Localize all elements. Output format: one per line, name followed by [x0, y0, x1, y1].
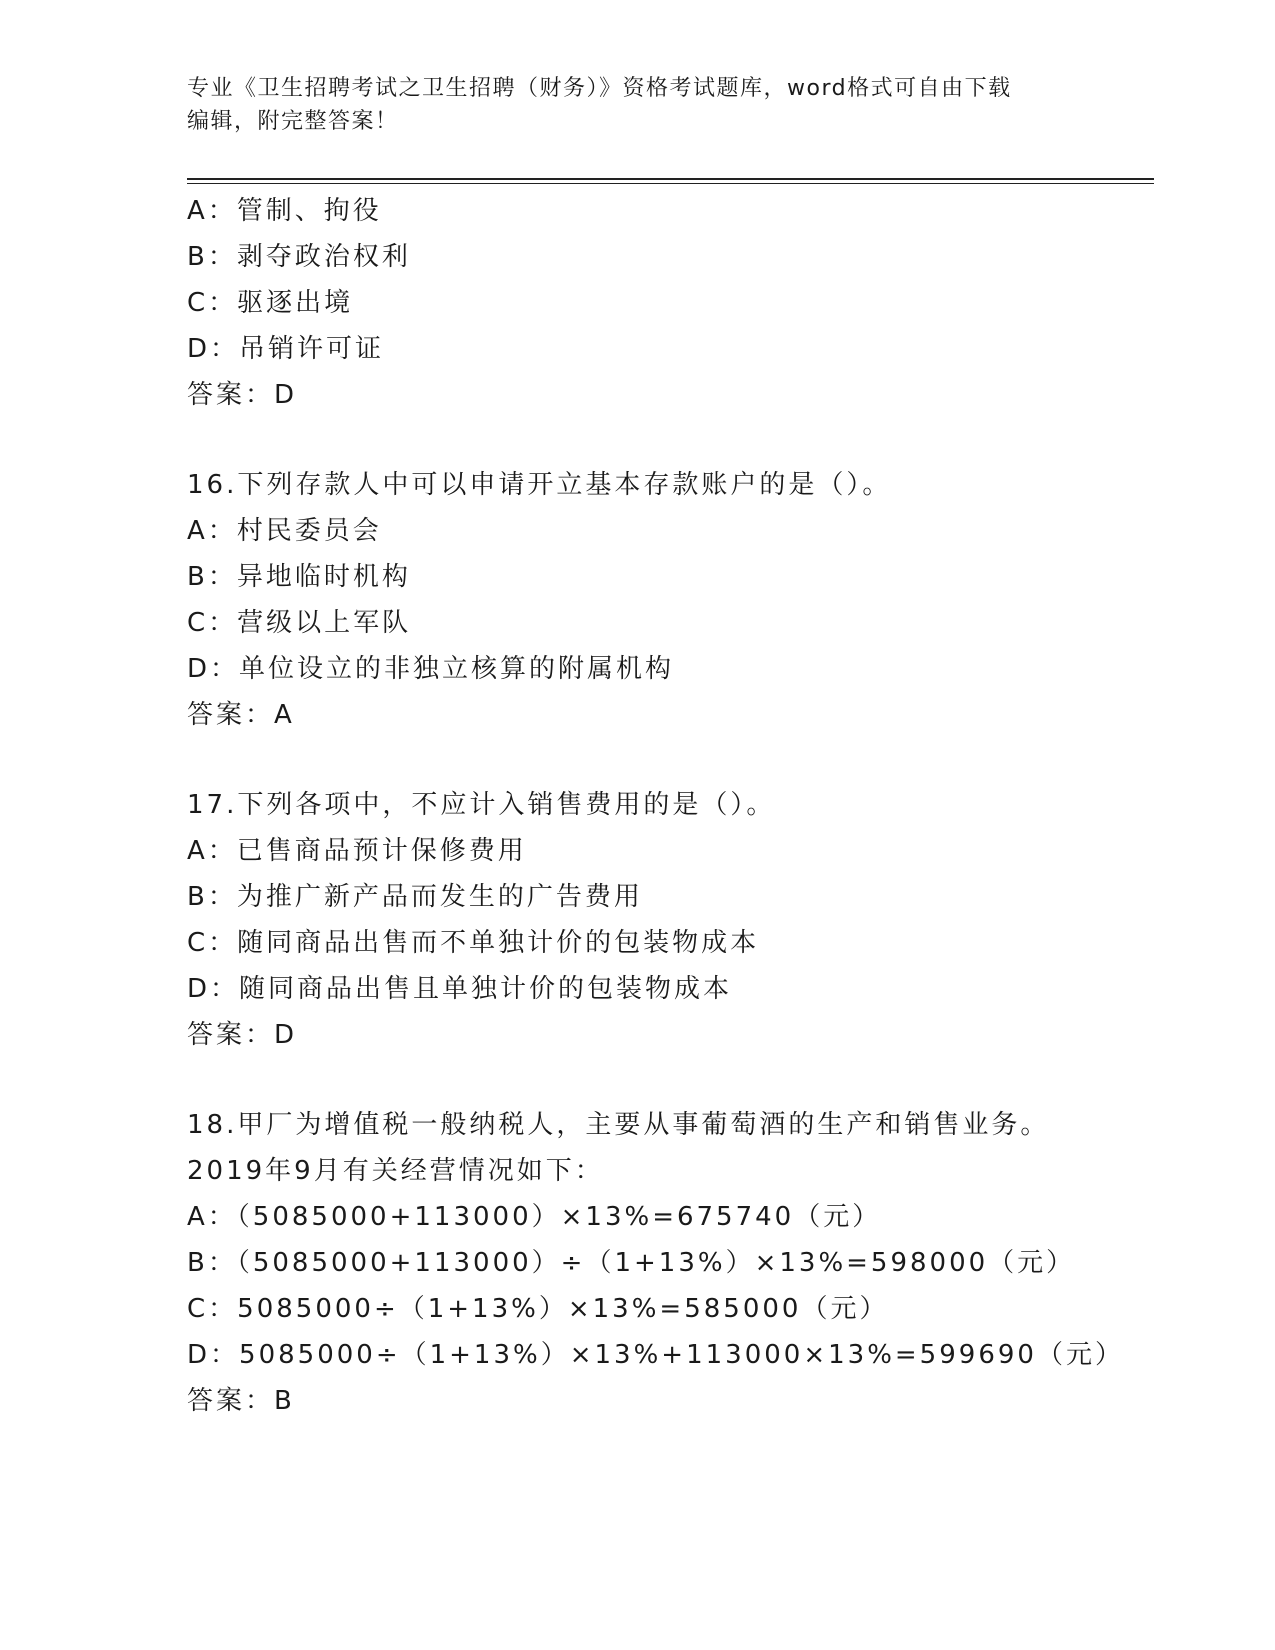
answer: 答案：D [187, 1020, 298, 1050]
option-c: C：营级以上军队 [187, 608, 412, 638]
option-d: D：5085000÷（1+13%）×13%+113000×13%=599690（元） [187, 1340, 1124, 1370]
answer: 答案：B [187, 1386, 295, 1416]
header-line-1: 专业《卫生招聘考试之卫生招聘（财务）》资格考试题库，word格式可自由下载 [187, 76, 1012, 101]
option-d: D：单位设立的非独立核算的附属机构 [187, 654, 675, 684]
option-a: A：已售商品预计保修费用 [187, 836, 527, 866]
option-a: A：（5085000+113000）×13%=675740（元） [187, 1202, 882, 1232]
option-b: B：剥夺政治权利 [187, 242, 411, 272]
header-divider-thin [187, 183, 1154, 184]
option-a: A：管制、拘役 [187, 196, 382, 226]
header-line-2: 编辑，附完整答案！ [187, 109, 399, 134]
question-16 [187, 462, 1147, 738]
document-header [187, 72, 1087, 138]
question-text-line-1: 18.甲厂为增值税一般纳税人，主要从事葡萄酒的生产和销售业务。 [187, 1110, 1050, 1140]
option-b: B：为推广新产品而发生的广告费用 [187, 882, 643, 912]
header-divider-thick [187, 178, 1154, 180]
option-c: C：5085000÷（1+13%）×13%=585000（元） [187, 1294, 889, 1324]
question-17 [187, 782, 1147, 1058]
option-c: C：随同商品出售而不单独计价的包装物成本 [187, 928, 760, 958]
question-18 [187, 1102, 1147, 1424]
question-text: 16.下列存款人中可以申请开立基本存款账户的是（）。 [187, 470, 892, 500]
question-text: 17.下列各项中，不应计入销售费用的是（）。 [187, 790, 776, 820]
option-c: C：驱逐出境 [187, 288, 354, 318]
question-15 [187, 188, 1147, 418]
option-a: A：村民委员会 [187, 516, 382, 546]
option-d: D：随同商品出售且单独计价的包装物成本 [187, 974, 733, 1004]
answer: 答案：D [187, 380, 298, 410]
question-list [187, 188, 1147, 1424]
option-b: B：异地临时机构 [187, 562, 411, 592]
question-text-line-2: 2019年9月有关经营情况如下： [187, 1156, 604, 1186]
option-d: D：吊销许可证 [187, 334, 385, 364]
answer: 答案：A [187, 700, 295, 730]
option-b: B：（5085000+113000）÷（1+13%）×13%=598000（元） [187, 1248, 1076, 1278]
